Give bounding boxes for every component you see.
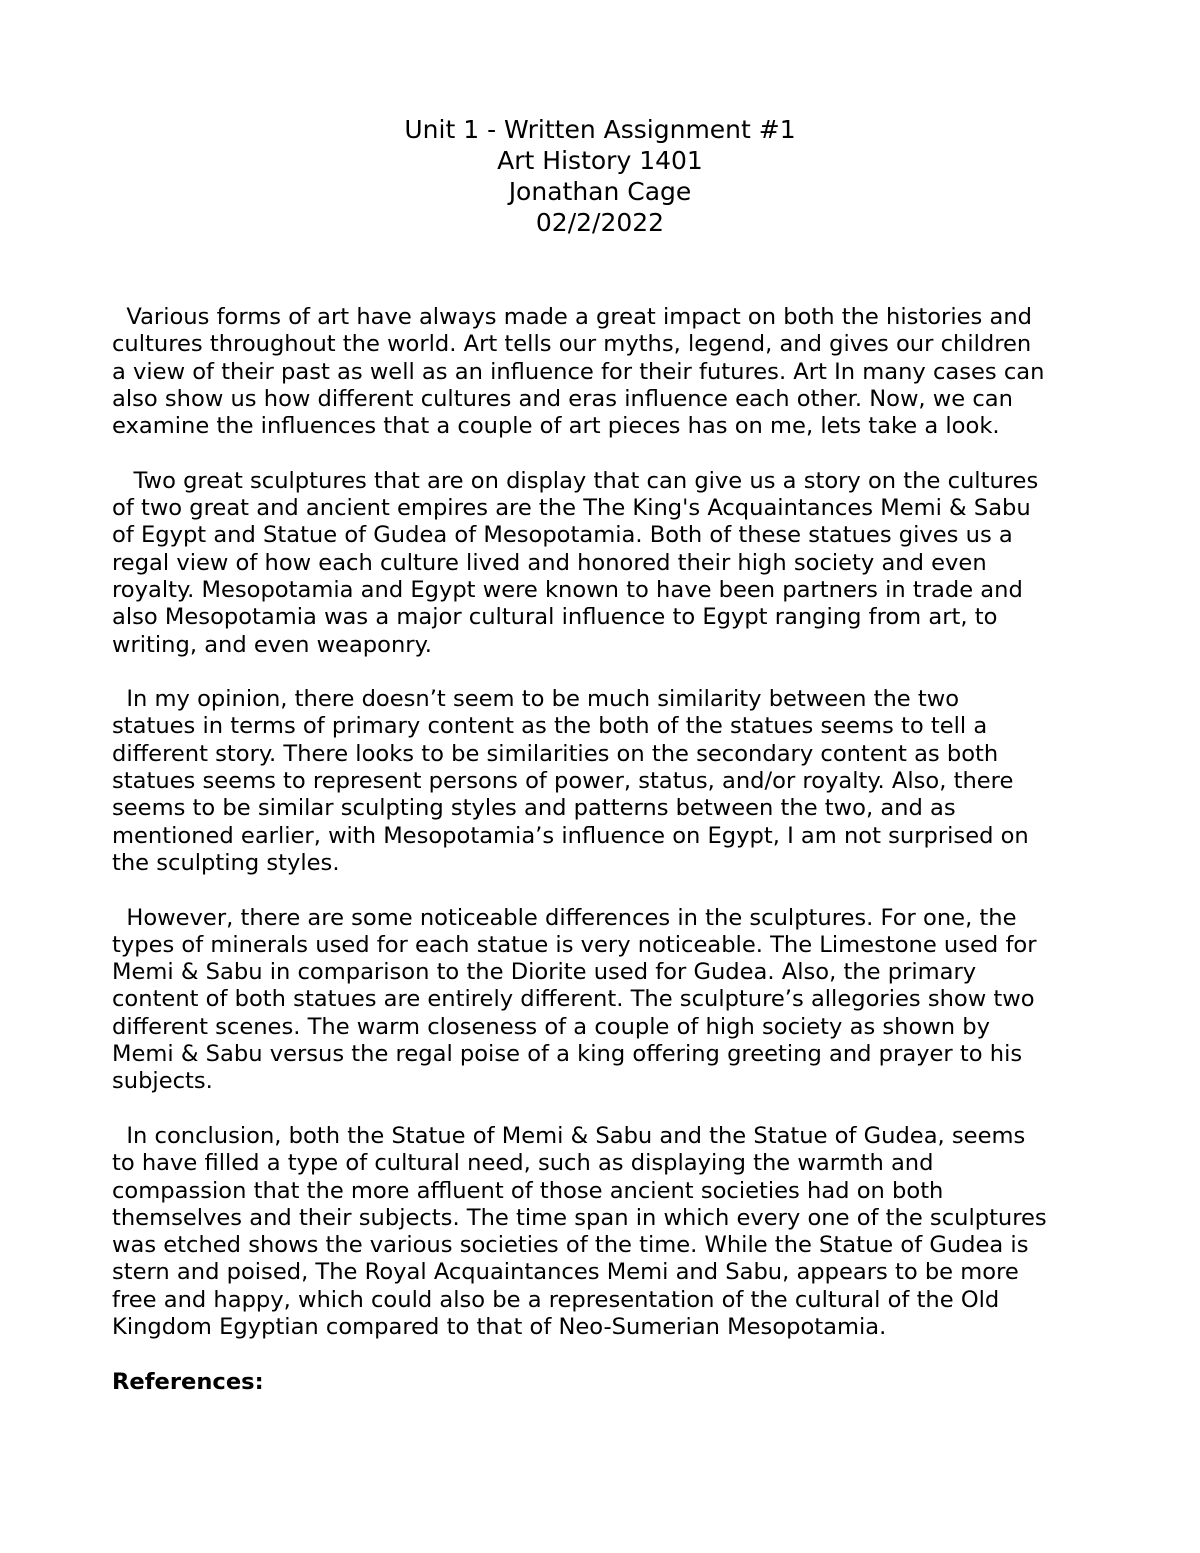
references-heading: References: <box>112 1368 264 1395</box>
document-body <box>112 304 1102 1396</box>
body-paragraph <box>112 686 1102 877</box>
paragraph-line: compassion that the more affluent of those ancient societies had on both <box>112 1177 944 1204</box>
paragraph-line: subjects. <box>112 1068 213 1095</box>
paragraph-line: statues seems to represent persons of power, status, and/or royalty. Also, there <box>112 768 1014 795</box>
paragraph-line: cultures throughout the world. Art tells our myths, legend, and gives our children <box>112 331 1032 358</box>
paragraph-line: also show us how different cultures and eras influence each other. Now, we can <box>112 385 1013 412</box>
body-paragraph <box>112 468 1102 659</box>
assignment-title: Unit 1 - Written Assignment #1 <box>404 115 796 144</box>
paragraph-line: regal view of how each culture lived and honored their high society and even <box>112 549 987 576</box>
paragraph-line: Various forms of art have always made a great impact on both the histories and <box>112 304 1032 330</box>
paragraph-line: different story. There looks to be similarities on the secondary content as both <box>112 740 999 767</box>
paragraph-line: content of both statues are entirely different. The sculpture’s allegories show two <box>112 986 1035 1013</box>
paragraph-line: In my opinion, there doesn’t seem to be much similarity between the two <box>112 686 960 713</box>
paragraph-line: stern and poised, The Royal Acquaintances Memi and Sabu, appears to be more <box>112 1259 1019 1286</box>
paragraph-line: a view of their past as well as an influence for their futures. Art In many cases can <box>112 358 1045 385</box>
paragraph-line: Memi & Sabu versus the regal poise of a king offering greeting and prayer to his <box>112 1041 1023 1068</box>
paragraph-line: was etched shows the various societies of the time. While the Statue of Gudea is <box>112 1232 1029 1259</box>
paragraph-line: statues in terms of primary content as the both of the statues seems to tell a <box>112 713 988 740</box>
paragraph-line: different scenes. The warm closeness of a couple of high society as shown by <box>112 1013 991 1040</box>
body-paragraph <box>112 1123 1102 1341</box>
body-paragraph <box>112 905 1102 1096</box>
paragraph-line: Kingdom Egyptian compared to that of Neo-Sumerian Mesopotamia. <box>112 1313 887 1340</box>
course-name: Art History 1401 <box>497 146 703 175</box>
paragraph-line: also Mesopotamia was a major cultural influence to Egypt ranging from art, to <box>112 604 998 631</box>
paragraph-line: to have filled a type of cultural need, such as displaying the warmth and <box>112 1150 934 1177</box>
document-date: 02/2/2022 <box>535 208 665 237</box>
paragraph-line: Two great sculptures that are on display that can give us a story on the cultures <box>112 467 1039 494</box>
paragraph-line: Memi & Sabu in comparison to the Diorite used for Gudea. Also, the primary <box>112 959 977 986</box>
paragraph-line: of Egypt and Statue of Gudea of Mesopotamia. Both of these statues gives us a <box>112 522 1013 549</box>
paragraph-line: types of minerals used for each statue is very noticeable. The Limestone used for <box>112 931 1037 958</box>
paragraph-line: examine the influences that a couple of art pieces has on me, lets take a look. <box>112 413 1000 440</box>
paragraph-line: writing, and even weaponry. <box>112 631 432 658</box>
paragraph-line: mentioned earlier, with Mesopotamia’s influence on Egypt, I am not surprised on <box>112 822 1029 849</box>
paragraph-line: royalty. Mesopotamia and Egypt were known to have been partners in trade and <box>112 576 1023 603</box>
paragraph-line: the sculpting styles. <box>112 849 340 876</box>
paragraph-line: However, there are some noticeable differences in the sculptures. For one, the <box>112 904 1017 931</box>
paragraph-line: In conclusion, both the Statue of Memi & Sabu and the Statue of Gudea, seems <box>112 1122 1026 1149</box>
paragraph-container <box>112 304 1102 1341</box>
author-name: Jonathan Cage <box>508 177 692 206</box>
paragraph-line: themselves and their subjects. The time span in which every one of the sculptures <box>112 1204 1047 1231</box>
paragraph-line: of two great and ancient empires are the The King's Acquaintances Memi & Sabu <box>112 495 1031 522</box>
paragraph-line: free and happy, which could also be a representation of the cultural of the Old <box>112 1286 1000 1313</box>
document-header <box>0 114 1200 238</box>
body-paragraph <box>112 304 1102 440</box>
paragraph-line: seems to be similar sculpting styles and patterns between the two, and as <box>112 795 956 822</box>
